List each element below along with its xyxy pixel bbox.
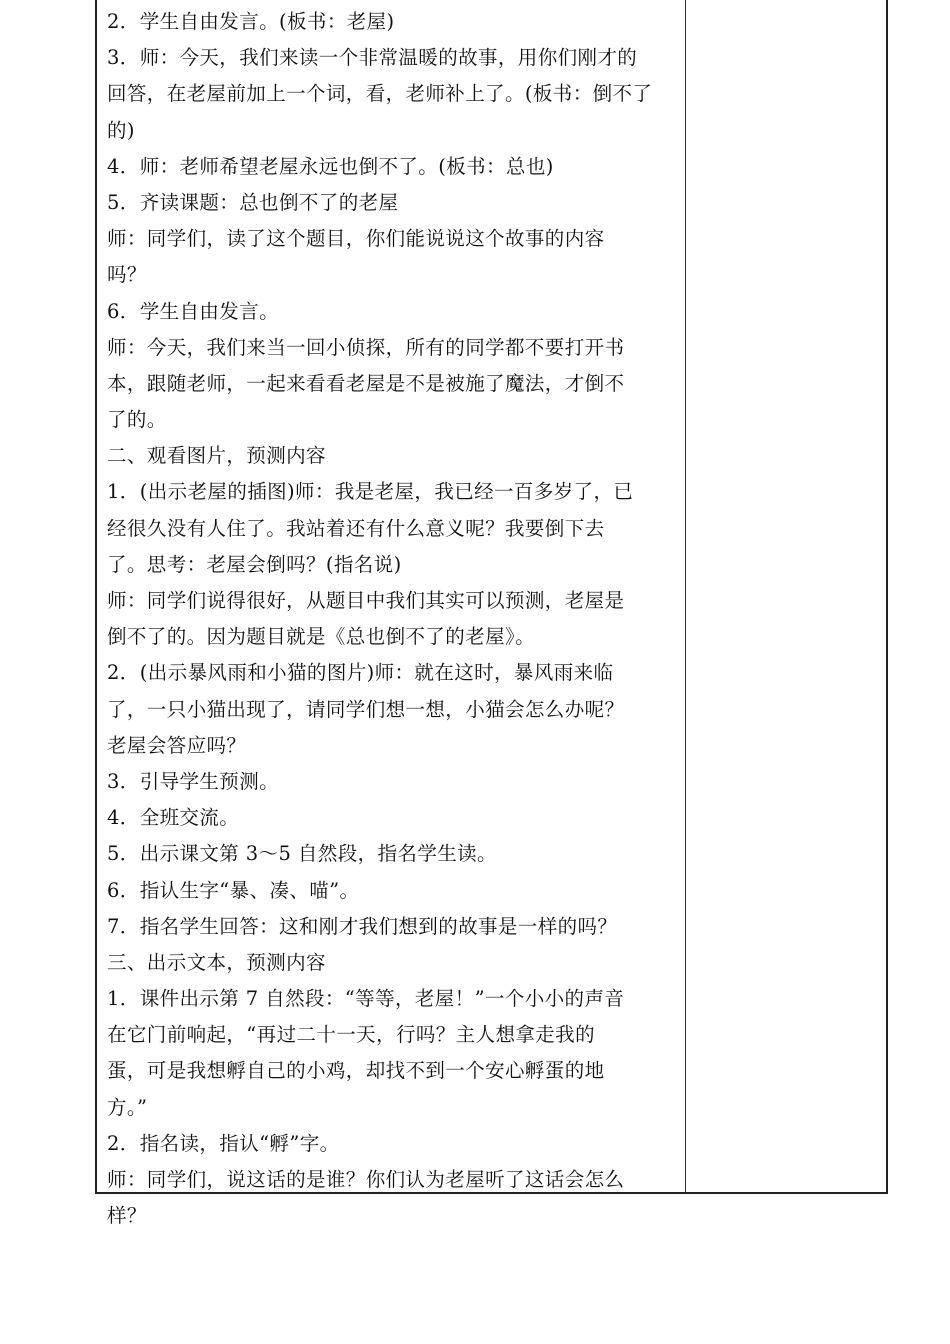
section-heading: 二、观看图片，预测内容 [107, 444, 326, 468]
text-line: 2．指名读，指认“孵”字。 [107, 1131, 340, 1155]
text-line: 了，一只小猫出现了，请同学们想一想，小猫会怎么办呢？ [107, 697, 625, 721]
text-line: 师：今天，我们来当一回小侦探，所有的同学都不要打开书 [107, 335, 625, 359]
text-line: 6．学生自由发言。 [107, 299, 280, 323]
text-line: 师：同学们，读了这个题目，你们能说说这个故事的内容 [107, 227, 605, 251]
section-heading: 三、出示文本，预测内容 [107, 950, 326, 974]
text-line: 的) [107, 118, 135, 142]
text-line: 3．引导学生预测。 [107, 769, 280, 793]
text-line: 在它门前响起，“再过二十一天，行吗？主人想拿走我的 [107, 1023, 595, 1047]
text-line: 方。” [107, 1095, 148, 1119]
text-line: 1．课件出示第 7 自然段：“等等，老屋！”一个小小的声音 [107, 987, 625, 1011]
text-line: 4．全班交流。 [107, 806, 240, 830]
text-line: 师：同学们，说这话的是谁？你们认为老屋听了这话会怎么 [107, 1168, 625, 1191]
text-line: 师：同学们说得很好，从题目中我们其实可以预测，老屋是 [107, 589, 625, 612]
text-line: 蛋，可是我想孵自己的小鸡，却找不到一个安心孵蛋的地 [107, 1059, 605, 1083]
text-line: 4．师：老师希望老屋永远也倒不了。(板书：总也) [107, 154, 554, 178]
text-line: 3．师：今天，我们来读一个非常温暖的故事，用你们刚才的 [107, 46, 638, 70]
text-line: 经很久没有人住了。我站着还有什么意义呢？我要倒下去 [107, 516, 605, 540]
teaching-process-cell [107, 4, 679, 1234]
text-line: 2．(出示暴风雨和小猫的图片)师：就在这时，暴风雨来临 [107, 661, 614, 685]
text-line: 5．出示课文第 3～5 自然段，指名学生读。 [107, 842, 497, 866]
text-line: 回答，在老屋前加上一个词，看，老师补上了。(板书：倒不了 [107, 82, 653, 106]
text-line: 5．齐读课题：总也倒不了的老屋 [107, 190, 399, 214]
text-line: 倒不了的。因为题目就是《总也倒不了的老屋》。 [107, 625, 536, 649]
text-line: 1．(出示老屋的插图)师：我是老屋，我已经一百多岁了，已 [107, 480, 634, 504]
text-line: 2．学生自由发言。(板书：老屋) [107, 10, 395, 33]
text-line: 本，跟随老师，一起来看看老屋是不是被施了魔法，才倒不 [107, 371, 625, 395]
text-line: 7．指名学生回答：这和刚才我们想到的故事是一样的吗？ [107, 914, 618, 938]
text-line: 吗？ [107, 263, 147, 287]
text-line: 6．指认生字“暴、凑、喵”。 [107, 878, 360, 902]
text-line: 了。思考：老屋会倒吗？(指名说) [107, 552, 402, 576]
text-line: 了的。 [107, 408, 167, 432]
column-divider [685, 0, 686, 1192]
text-line: 样？ [107, 1204, 147, 1228]
text-line: 老屋会答应吗？ [107, 733, 247, 757]
notes-cell [687, 0, 887, 1192]
lesson-plan-table [95, 0, 888, 1228]
